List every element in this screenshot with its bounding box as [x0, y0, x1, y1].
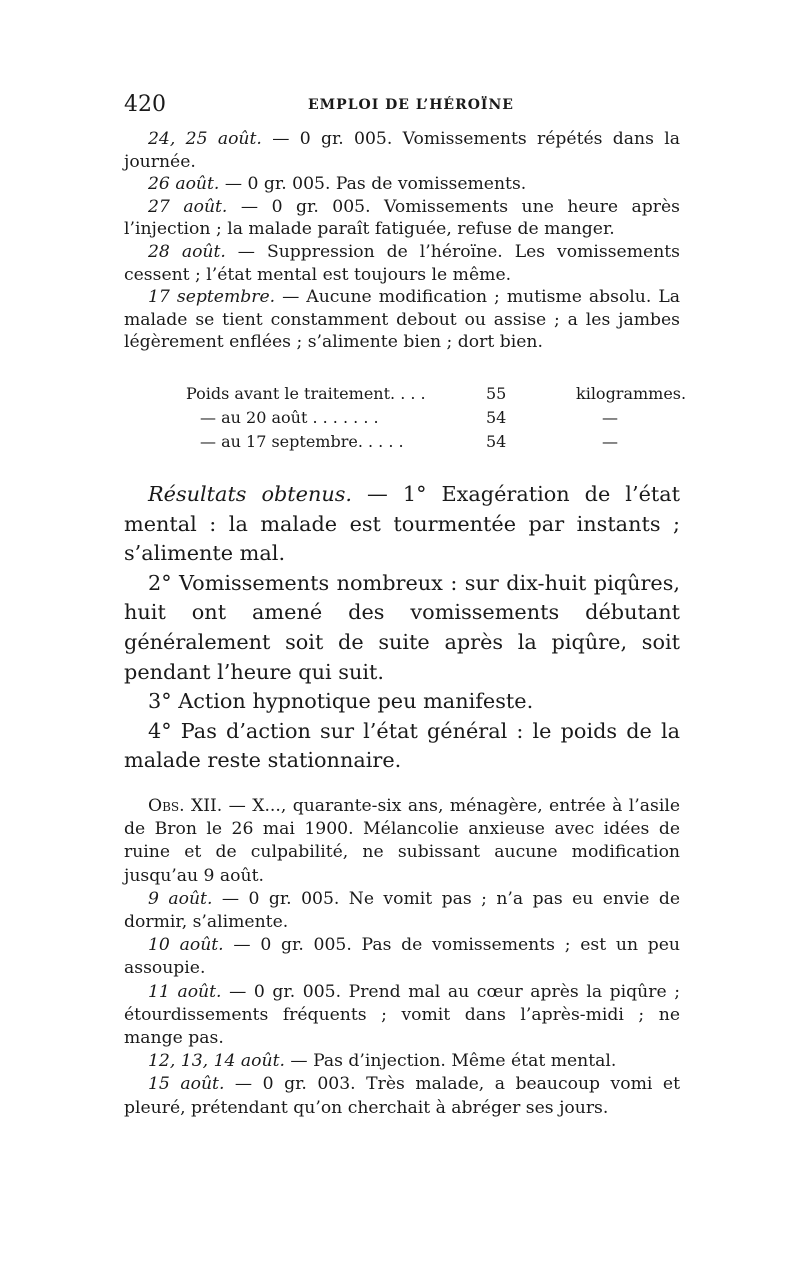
result-item: 4° Pas d’action sur l’état général : le poids de la malade reste stationnaire.: [124, 718, 680, 773]
results-paragraph: [124, 480, 680, 569]
entry-text: — Suppression de l’héroïne. Les vomissements cessent ; l’état mental est toujours le même.: [124, 241, 680, 285]
observation-intro: [124, 795, 680, 888]
weight-unit: —: [602, 408, 618, 427]
entry-text: — 0 gr. 005. Vomissements répétés dans la journée.: [124, 129, 680, 172]
entry-paragraph: [124, 1073, 680, 1119]
entry-paragraph: [124, 1050, 680, 1073]
observation-text: — X..., quarante-six ans, ménagère, entrée à l’asile de Bron le 26 mai 1900. Mélancolie anxieuse avec idées de ruine et de culpabilité, ne subissant aucune modification jusqu’au 9 août.: [124, 796, 680, 886]
entry-date: 10 août.: [148, 935, 224, 956]
entry-date: 24, 25 août.: [148, 129, 262, 149]
table-row: [186, 432, 722, 456]
entry-paragraph: [124, 196, 680, 241]
entry-date: 15 août.: [148, 1074, 225, 1095]
entry-paragraph: [124, 888, 680, 934]
weight-table: [186, 384, 722, 456]
entry-paragraph: [124, 286, 680, 354]
weight-unit: —: [602, 432, 618, 451]
result-item: 3° Action hypnotique peu manifeste.: [148, 689, 534, 714]
entry-date: 17 septembre.: [148, 287, 276, 308]
weight-label: — au 17 septembre. . . . .: [200, 432, 404, 451]
results-heading: Résultats obtenus.: [148, 482, 353, 506]
table-row: [186, 384, 722, 408]
weight-unit: kilogrammes.: [576, 384, 687, 403]
entry-text: — 0 gr. 005. Vomissements une heure après l’injection ; la malade paraît fatiguée, refuse de manger.: [124, 196, 680, 240]
entry-text: — 0 gr. 005. Pas de vomissements ; est un peu assoupie.: [124, 935, 680, 979]
observation-label: Obs. XII.: [148, 796, 223, 816]
table-row: [186, 408, 722, 432]
entry-text: — Pas d’injection. Même état mental.: [284, 1051, 617, 1072]
weight-label: — au 20 août . . . . . . .: [200, 408, 379, 427]
entry-date: 26 août.: [148, 174, 220, 195]
page-header: [124, 92, 680, 122]
result-item: — 1° Exagération de l’état mental : la malade est tourmentée par instants ; s’alimente mal.: [124, 482, 680, 566]
daily-entries: [124, 128, 680, 354]
observation-section: [124, 795, 680, 1120]
entry-text: — 0 gr. 005. Ne vomit pas ; n’a pas eu envie de dormir, s’alimente.: [124, 888, 680, 933]
weight-value: 55: [486, 384, 507, 403]
results-section: [124, 480, 680, 776]
entry-date: 11 août.: [148, 981, 222, 1002]
entry-date: 9 août.: [148, 888, 213, 909]
entry-paragraph: [124, 934, 680, 980]
weight-label: Poids avant le traitement. . . .: [186, 384, 426, 403]
entry-paragraph: [124, 981, 680, 1051]
result-item: 2° Vomissements nombreux : sur dix-huit piqûres, huit ont amené des vomissements débutant généralement soit de suite après la piqûre, soit pendant l’heure qui suit.: [124, 570, 680, 684]
entry-text: — 0 gr. 005. Prend mal au cœur après la piqûre ; étourdissements fréquents ; vomit dans l’après-midi ; ne mange pas.: [124, 981, 680, 1049]
entry-text: — 0 gr. 005. Pas de vomissements.: [219, 174, 527, 195]
entry-date: 12, 13, 14 août.: [148, 1051, 285, 1072]
entry-text: — Aucune modification ; mutisme absolu. La malade se tient constamment debout ou assise ; a les jambes légèrement enflées ; s’alimente bien ; dort bien.: [124, 287, 680, 353]
entry-text: — 0 gr. 003. Très malade, a beaucoup vomi et pleuré, prétendant qu’on cherchait à abréger ses jours.: [124, 1074, 680, 1118]
page-number: 420: [124, 92, 166, 117]
entry-date: 28 août.: [148, 241, 226, 262]
entry-paragraph: [124, 128, 680, 173]
entry-paragraph: [124, 241, 680, 286]
weight-value: 54: [486, 432, 507, 451]
running-head: EMPLOI DE L’HÉROÏNE: [308, 97, 514, 113]
entry-date: 27 août.: [148, 196, 228, 217]
weight-value: 54: [486, 408, 507, 427]
entry-paragraph: [124, 173, 680, 196]
